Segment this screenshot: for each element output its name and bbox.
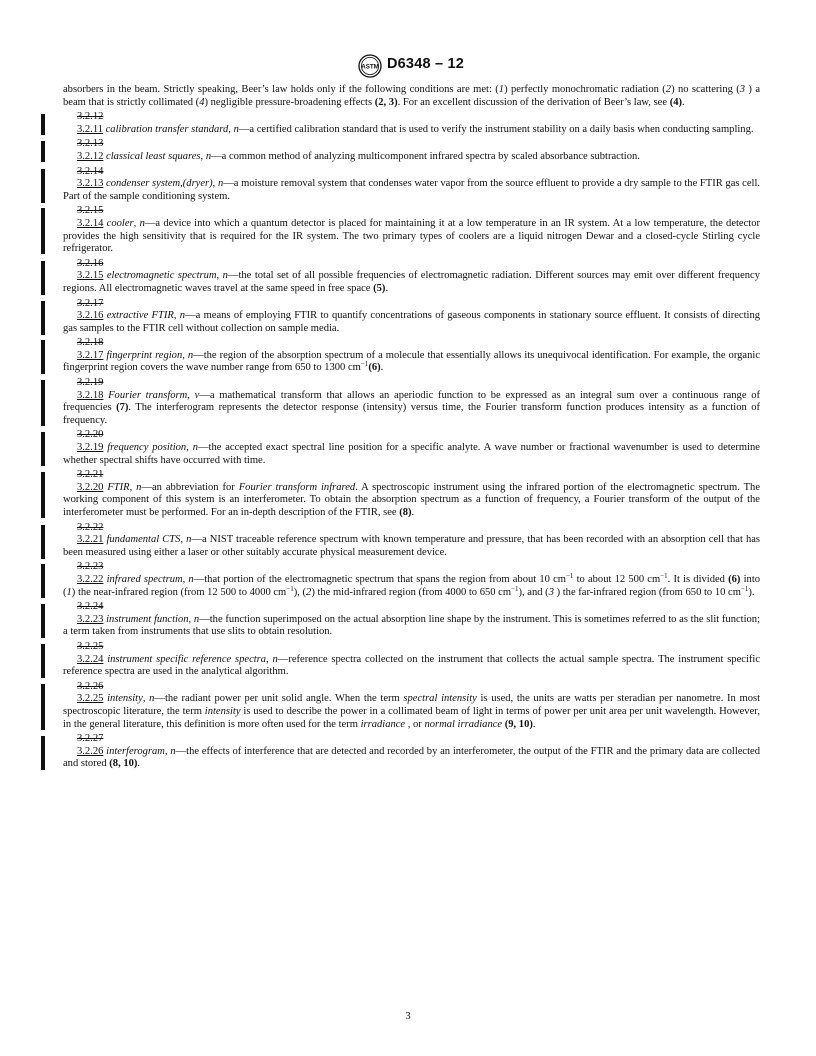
deleted-section-number: 3.2.15 (77, 205, 104, 217)
text-run: , (129, 481, 137, 493)
superscript: −1 (660, 571, 668, 580)
italic-term: Fourier transform (108, 389, 188, 401)
definition-text (63, 693, 760, 731)
definition-text (63, 654, 760, 679)
text-run: . (411, 507, 415, 518)
italic-term: instrument function (106, 613, 189, 625)
revision-bar (41, 736, 45, 770)
definition-list (63, 111, 760, 771)
section-number: 3.2.17 (77, 349, 104, 361)
text-run: —that portion of the electromagnetic spectrum that spans the region from about 10 cm (193, 573, 566, 585)
italic-term: v (194, 389, 200, 401)
text-run: ) the near-infrared region (from 12 500 to 4000 cm (71, 586, 287, 598)
text-run: , (212, 178, 218, 190)
revision-bar (41, 604, 45, 638)
text-run: absorbers in the beam. Strictly speaking, Beer’s law holds only if the following conditions are met: ( (63, 84, 499, 95)
italic-term: 3 (739, 84, 746, 95)
definition-entry (63, 641, 760, 679)
definition-text (63, 178, 760, 203)
text-run: . A spectroscopic instrument using the infrared portion of the electromagnetic spectrum. The working component of this system is an interferometer. To obtain the absorption spectrum as a function of frequency, a Fourier transform of the output of the interferometer must be performed. For an in-depth description of the FTIR, see (63, 481, 761, 518)
superscript: −1 (286, 584, 294, 593)
superscript: −1 (360, 360, 369, 369)
text-run: . (137, 758, 141, 770)
text-run: , (216, 270, 223, 282)
section-number: 3.2.24 (77, 653, 104, 665)
reference-citation: (9, 10) (504, 718, 533, 730)
section-number: 3.2.14 (77, 217, 104, 229)
deleted-section-number: 3.2.18 (77, 337, 104, 349)
italic-term: infrared spectrum (106, 573, 183, 585)
page-number: 3 (405, 1011, 411, 1022)
definition-entry (63, 258, 760, 296)
astm-logo (358, 54, 382, 78)
revision-bar (41, 525, 45, 559)
italic-term: interferogram (106, 745, 165, 757)
definition-text (63, 390, 760, 428)
definition-entry (63, 429, 760, 467)
italic-term: n (139, 217, 145, 229)
text-run: , (186, 442, 193, 454)
italic-term: condenser system,(dryer) (106, 178, 213, 190)
text-run: . For an excellent discussion of the derivation of Beer’s law, see (397, 96, 670, 108)
italic-term: Fourier transform infrared (238, 481, 356, 493)
text-run: . (380, 362, 384, 374)
text-run: —the radiant power per unit solid angle. When the term (154, 693, 404, 705)
revision-bar (41, 340, 45, 374)
definition-text (63, 310, 760, 335)
definition-entry (63, 138, 760, 163)
section-number: 3.2.20 (77, 481, 104, 493)
deleted-section-number: 3.2.23 (77, 561, 104, 573)
italic-term: 1 (66, 586, 72, 598)
definition-entry (63, 205, 760, 255)
text-run: , (180, 534, 187, 546)
italic-term: n (149, 693, 155, 705)
italic-term: classical least squares (106, 150, 201, 162)
reference-citation: (8) (399, 507, 412, 518)
definition-entry (63, 337, 760, 375)
revision-bar (41, 169, 45, 203)
text-run: ), ( (293, 586, 307, 598)
text-run: —a device into which a quantum detector is placed for maintaining it at a low temperature in an IR system. At a low temperature, the detector provides the high sensitivity that is required for the IR system. The two primary types of coolers are a liquid nitrogen Dewar and a closed-cycle Stirling cycle refrigerator. (63, 217, 761, 255)
reference-citation: (4) (669, 96, 682, 108)
italic-term: electromagnetic spectrum (106, 270, 217, 282)
section-number: 3.2.16 (77, 310, 104, 322)
text-run: . (682, 96, 685, 108)
deleted-section-number: 3.2.27 (77, 733, 104, 745)
superscript: −1 (740, 584, 749, 593)
definition-entry (63, 111, 760, 136)
text-run: —the total set of all possible frequencies of electromagnetic radiation. Different sources may emit over different frequency regions. All electromagnetic waves travel at the same speed in free space (63, 270, 760, 294)
text-run: —a NIST traceable reference spectrum with known temperature and pressure, that has been recorded with an absorption cell that has been measured using either a laser or other suitably accurate physical measurement device. (63, 534, 760, 558)
text-run: ) the far-infrared region (from 650 to 10 cm (553, 586, 741, 598)
text-run: —the region of the absorption spectrum of a molecule that essentially allows its unequivocal identification. For example, the organic fingerprint region covers the wave number range from 650 to 1300 cm (63, 349, 760, 374)
definition-entry (63, 561, 760, 599)
deleted-section-number: 3.2.12 (77, 111, 104, 123)
revision-bar (41, 684, 45, 730)
italic-term: intensity (107, 693, 143, 705)
text-run: —reference spectra collected on the instrument that collects the actual sample spectra. The instrument specific reference spectra are used in the analytical algorithm. (63, 653, 760, 678)
definition-text (63, 442, 760, 467)
definition-entry (63, 377, 760, 427)
text-run: —a mathematical transform that allows an aperiodic function to be expressed as an integral sum over a continuous range of frequencies (63, 389, 761, 414)
intro-paragraph (63, 84, 760, 109)
italic-term: 2 (306, 586, 312, 598)
section-number: 3.2.19 (77, 442, 104, 454)
section-number: 3.2.15 (77, 270, 104, 282)
definition-text (63, 614, 760, 639)
section-number: 3.2.12 (77, 150, 104, 162)
italic-term: 1 (498, 84, 505, 95)
italic-term: n (187, 349, 194, 361)
text-run: ) perfectly monochromatic radiation ( (504, 84, 666, 95)
text-run: , (142, 693, 150, 705)
text-run: , (173, 310, 180, 322)
definition-text (63, 746, 760, 771)
deleted-section-number: 3.2.26 (77, 680, 104, 692)
reference-citation: (7) (116, 402, 129, 414)
superscript: −1 (565, 571, 574, 580)
italic-term: fingerprint region (106, 349, 183, 361)
italic-term: instrument specific reference spectra (107, 653, 267, 665)
revision-bar (41, 644, 45, 678)
definition-text (63, 270, 760, 295)
text-run: ) the mid-infrared region (from 4000 to 650 cm (311, 586, 512, 598)
italic-term: n (217, 178, 224, 190)
deleted-section-number: 3.2.22 (77, 521, 104, 533)
revision-bar (41, 141, 45, 162)
italic-term: calibration transfer standard (105, 123, 229, 135)
text-run: , or (405, 718, 425, 730)
text-run: —an abbreviation for (141, 481, 239, 493)
text-run: —a certified calibration standard that is used to verify the instrument stability on a daily basis when conducting sampling. (238, 123, 754, 135)
text-run: , (182, 349, 188, 361)
deleted-section-number: 3.2.25 (77, 640, 104, 652)
italic-term: n (272, 653, 278, 665)
revision-bar (41, 114, 45, 135)
deleted-section-number: 3.2.13 (77, 138, 104, 150)
italic-term: normal irradiance (424, 718, 503, 730)
text-run: —the accepted exact spectral line position for a specific analyte. A wave number or fractional wavenumber is used to determine whether spectral shifts have occurred with time. (63, 442, 760, 466)
text-run: —the function superimposed on the actual absorption line shape by the instrument. This is sometimes referred to as the slit function; a term taken from instruments that use slits to obtain resolution. (63, 613, 760, 638)
italic-term: 2 (665, 84, 672, 95)
text-run: into ( (63, 573, 761, 598)
italic-term: irradiance (360, 718, 406, 730)
deleted-section-number: 3.2.14 (77, 165, 104, 177)
definition-entry (63, 733, 760, 771)
italic-term: intensity (204, 705, 241, 717)
text-run: . (532, 718, 536, 730)
text-run: —a moisture removal system that condenses water vapor from the source effluent to provide a dry sample to the FTIR gas cell. Part of the sample conditioning system. (63, 178, 761, 202)
italic-term: n (205, 150, 212, 162)
italic-term: 4 (199, 96, 205, 108)
revision-bar (41, 380, 45, 426)
section-number: 3.2.25 (77, 693, 104, 705)
revision-bar (41, 472, 45, 518)
definition-entry (63, 681, 760, 731)
standard-designation: D6348 – 12 (387, 56, 464, 72)
reference-citation: (6) (728, 573, 741, 585)
text-run: ) negligible pressure-broadening effects (204, 96, 375, 108)
italic-term: fundamental CTS (106, 534, 181, 546)
italic-term: n (192, 442, 198, 454)
text-run: ). (748, 586, 755, 598)
text-run: . The interferogram represents the detector response (intensity) versus time, the Fourier transform function produces intensity as a function of frequency. (63, 402, 760, 426)
italic-term: 3 (548, 586, 554, 598)
text-run: —a common method of analyzing multicomponent infrared spectra by scaled absorbance subtraction. (211, 150, 640, 162)
italic-term: FTIR (107, 481, 130, 493)
definition-entry (63, 601, 760, 639)
svg-text:ASTM: ASTM (361, 63, 379, 71)
text-run: —a means of employing FTIR to quantify concentrations of gaseous components in stationary source effluent. It consists of directing gas samples to the FTIR cell without collection on sample media. (63, 310, 760, 334)
definition-text (63, 350, 760, 375)
reference-citation: (6) (368, 362, 381, 374)
section-number: 3.2.26 (77, 745, 104, 757)
revision-bar (41, 301, 45, 335)
text-run: , (164, 745, 171, 757)
document-body (63, 84, 760, 771)
text-run: to about 12 500 cm (573, 573, 661, 585)
reference-citation: (8, 10) (109, 758, 138, 770)
definition-text (63, 218, 760, 256)
section-number: 3.2.23 (77, 613, 104, 625)
section-number: 3.2.13 (77, 178, 104, 190)
deleted-section-number: 3.2.20 (77, 429, 104, 441)
text-run: , (266, 653, 273, 665)
deleted-section-number: 3.2.19 (77, 377, 104, 389)
reference-citation: (5) (373, 282, 386, 294)
text-run: is used, the units are watts per steradian per nanometre. In most spectroscopic literature, the term (63, 693, 760, 717)
text-run: ) no scattering ( (671, 84, 740, 95)
italic-term: n (188, 573, 194, 585)
text-run: , (188, 613, 194, 625)
definition-text (63, 151, 760, 164)
definition-entry (63, 469, 760, 519)
deleted-section-number: 3.2.16 (77, 257, 104, 269)
italic-term: n (179, 310, 186, 322)
reference-citation: (2, 3) (374, 96, 398, 108)
italic-term: n (233, 123, 239, 135)
text-run: ), and ( (518, 586, 549, 598)
section-number: 3.2.18 (77, 389, 104, 401)
italic-term: extractive FTIR (106, 310, 174, 322)
deleted-section-number: 3.2.24 (77, 601, 104, 613)
section-number: 3.2.22 (77, 573, 104, 585)
text-run: , (182, 573, 189, 585)
italic-term: cooler (106, 217, 134, 229)
text-run: ) a beam that is strictly collimated ( (63, 84, 760, 108)
revision-bar (41, 564, 45, 598)
section-number: 3.2.21 (77, 534, 104, 546)
italic-term: frequency position (107, 442, 187, 454)
italic-term: n (136, 481, 142, 493)
definition-text (63, 482, 760, 520)
deleted-section-number: 3.2.21 (77, 469, 104, 481)
definition-text (63, 124, 760, 137)
superscript: −1 (511, 584, 519, 593)
text-run: , (187, 389, 195, 401)
definition-text (63, 571, 761, 599)
intro-text (63, 84, 760, 109)
definition-entry (63, 298, 760, 336)
deleted-section-number: 3.2.17 (77, 297, 104, 309)
revision-bar (41, 261, 45, 295)
italic-term: n (193, 613, 200, 625)
text-run: , (228, 123, 234, 135)
text-run: , (133, 217, 140, 229)
definition-entry (63, 166, 760, 204)
definition-text (63, 534, 760, 559)
text-run: . (385, 282, 389, 294)
italic-term: n (170, 745, 176, 757)
italic-term: n (222, 270, 228, 282)
text-run: —the effects of interference that are detected and recorded by an interferometer, the output of the FTIR and the primary data are collected and stored (63, 745, 760, 770)
revision-bar (41, 208, 45, 254)
text-run: . It is divided (667, 573, 729, 585)
revision-bar (41, 432, 45, 466)
italic-term: spectral intensity (403, 693, 477, 705)
section-number: 3.2.11 (77, 123, 103, 135)
text-run: is used to describe the power in a collimated beam of light in terms of power per unit area per unit wavelength. However, in the general literature, this definition is more often used for the term (63, 705, 760, 730)
definition-entry (63, 522, 760, 560)
text-run: , (200, 150, 206, 162)
page-header (0, 54, 816, 80)
italic-term: n (186, 534, 192, 546)
